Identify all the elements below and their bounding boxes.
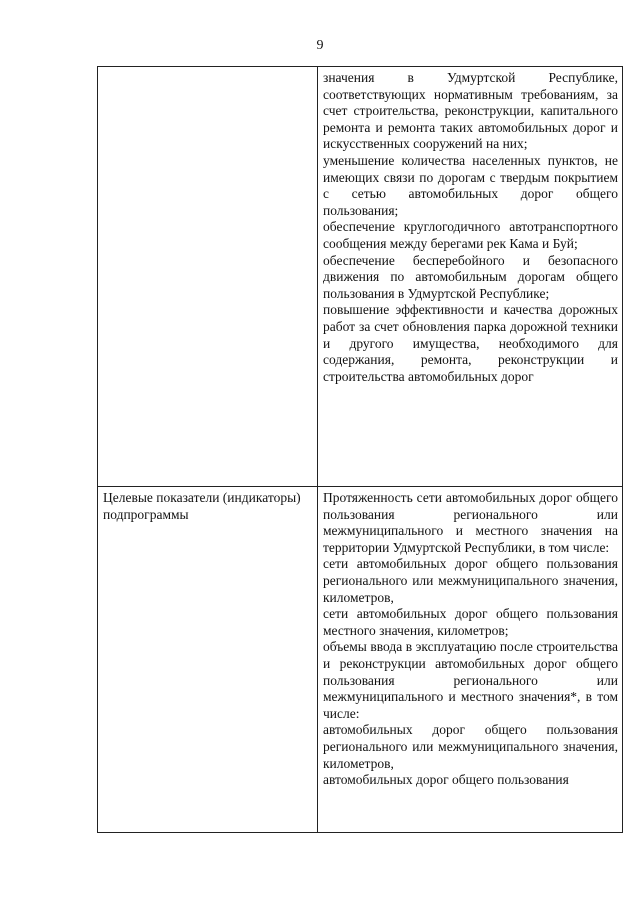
row-content-cell xyxy=(318,487,623,833)
table-row xyxy=(98,67,623,487)
subprogram-passport-table xyxy=(97,66,623,833)
row-content-cell xyxy=(318,67,623,487)
content-paragraph: обеспечение круглогодичного автотранспортного сообщения между берегами рек Кама и Буй; xyxy=(323,219,618,251)
content-paragraph: уменьшение количества населенных пунктов, не имеющих связи по дорогам с твердым покрытием с сетью автомобильных дорог общего пользования; xyxy=(323,152,618,218)
content-paragraph: значения в Удмуртской Республике, соответствующих нормативным требованиям, за счет строительства, реконструкции, капитального ремонта и ремонта таких автомобильных дорог и искусственных сооружений на них; xyxy=(323,70,618,152)
content-paragraph: Протяженность сети автомобильных дорог общего пользования регионального или межмуниципального и местного значения на территории Удмуртской Республики, в том числе: xyxy=(323,490,618,555)
row-label-cell xyxy=(98,67,318,487)
content-paragraph: обеспечение бесперебойного и безопасного движения по автомобильным дорогам общего пользования в Удмуртской Республике; xyxy=(323,252,618,301)
content-paragraph: сети автомобильных дорог общего пользования регионального или межмуниципального значения, километров, xyxy=(323,556,618,605)
content-paragraph: объемы ввода в эксплуатацию после строительства и реконструкции автомобильных дорог общего пользования регионального или межмуниципального и местного значения*, в том числе: xyxy=(323,639,618,721)
row-label: Целевые показатели (индикаторы) подпрограммы xyxy=(103,490,301,522)
content-paragraph: сети автомобильных дорог общего пользования местного значения, километров; xyxy=(323,606,618,638)
table-row xyxy=(98,487,623,833)
content-paragraph: автомобильных дорог общего пользования регионального или межмуниципального значения, километров, xyxy=(323,722,618,771)
content-paragraph: автомобильных дорог общего пользования xyxy=(323,772,569,788)
page-number: 9 xyxy=(316,38,324,53)
content-paragraph: повышение эффективности и качества дорожных работ за счет обновления парка дорожной техники и другого имущества, необходимого для содержания, ремонта, реконструкции и строительства автомобильных дорог xyxy=(323,302,618,384)
row-label-cell xyxy=(98,487,318,833)
